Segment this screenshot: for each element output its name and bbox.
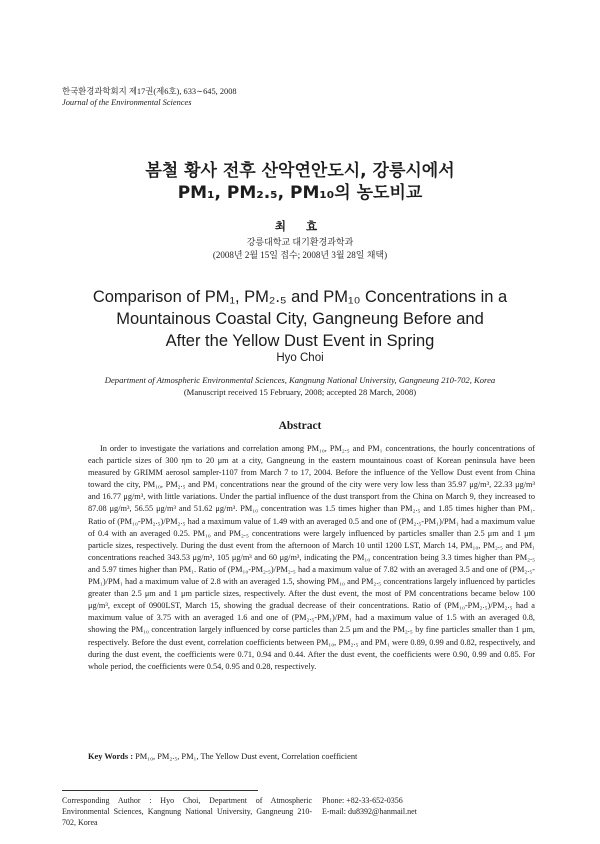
footnote-divider xyxy=(62,790,258,791)
korean-submission-dates: (2008년 2월 15일 접수; 2008년 3월 28일 채택) xyxy=(212,250,388,260)
journal-name: Journal of the Environmental Sciences xyxy=(62,98,192,107)
korean-affiliation-org: 강릉대학교 대기환경과학과 xyxy=(246,237,354,247)
contact-info xyxy=(322,795,522,817)
journal-citation: 한국환경과학회지 제17권(제6호), 633∼645, 2008 xyxy=(62,87,237,96)
english-title-line-3: After the Yellow Dust Event in Spring xyxy=(165,332,435,350)
korean-title-line-2: PM₁, PM₂.₅, PM₁₀의 농도비교 xyxy=(177,183,423,203)
keywords-label: Key Words : xyxy=(88,752,136,761)
english-author: Hyo Choi xyxy=(276,352,324,364)
corresponding-author: Corresponding Author : Hyo Choi, Department of Atmospheric Environmental Sciences, Kangnung National University, Gangneung 210-702, Korea xyxy=(62,796,312,827)
korean-title-line-1: 봄철 황사 전후 산악연안도시, 강릉시에서 xyxy=(145,161,455,181)
abstract-text: In order to investigate the variations and correlation among PM₁₀, PM₂.₅ and PM₁ concentrations, the hourly concentrations of each particle sizes of 300 ηm to 20 μm at a city, Gangneung in the eastern mountainous coast of Korean peninsula have been measured by GRIMM aerosol sampler-1107 from March 7 to 17, 2004. Before the influence of the Yellow Dust event from China toward the city, PM₁₀, PM₂.₅ and PM₁ concentrations near the ground of the city were very low less than 35.97 μg/m³, 22.33 μg/m³ and 16.77 μg/m³, with little variations. Under the partial influence of the dust transport from the China on March 9, they increased to 87.08 μg/m³, 56.55 μg/m³ and 51.62 μg/m³. PM₁₀ concentration was 1.5 times higher than PM₂.₅ and 1.85 times higher than PM₁. Ratio of (PM₁₀-PM₂.₅)/PM₂.₅ had a maximum value of 1.49 with an averaged 0.5 and one of (PM₂.₅-PM₁)/PM₁ had a maximum value of 0.4 with an averaged 0.25. PM₁₀ and PM₂.₅ concentrations were largely influenced by particles smaller than 2.5 μm and 1 μm particle sizes, respectively. During the dust event from the afternoon of March 10 until 1200 LST, March 14, PM₁₀, PM₂.₅ and PM₁ concentrations reached 343.53 μg/m³, 105 μg/m³ and 60 μg/m³, indicating the PM₁₀ concentration being 3.3 times higher than PM₂.₅ and 5.97 times higher than PM₁. Ratio of (PM₁₀-PM₂.₅)/PM₂.₅ had a maximum value of 7.82 with an averaged 3.5 and one of (PM₂.₅-PM₁)/PM₁ had a maximum value of 2.8 with an averaged 1.5, showing PM₁₀ and PM₂.₅ concentrations largely influenced by particles greater than 2.5 μm and 1 μm particle sizes, respectively. After the dust event, the most of PM concentrations became below 100 μg/m³, except of 0900LST, March 15, showing the gradual decrease of their concentrations. Ratio of (PM₁₀-PM₂.₅)/PM₂.₅ had a maximum value of 3.75 with an averaged 1.6 and one of (PM₂.₅-PM₁)/PM₁ had a maximum value of 1.5 with an averaged 0.8, showing the PM₁₀ concentration largely influenced by corse particles than 2.5 μm and the PM₂.₅ by fine particles smaller than 1 μm, respectively. Before the dust event, correlation coefficients between PM₁₀, PM₂.₅ and PM₁ were 0.89, 0.99 and 0.82, respectively, and during the dust event, the coefficients were 0.71, 0.94 and 0.44. After the dust event, the coefficients were 0.90, 0.99 and 0.85. For whole period, the coefficients were 0.54, 0.95 and 0.28, respectively. xyxy=(88,444,535,671)
english-title-line-2: Mountainous Coastal City, Gangneung Before and xyxy=(116,310,484,328)
contact-email: E-mail: du8392@hanmail.net xyxy=(322,807,417,816)
contact-phone: Phone: +82-33-652-0356 xyxy=(322,796,403,805)
english-title-line-1: Comparison of PM₁, PM₂.₅ and PM₁₀ Concentrations in a xyxy=(92,288,508,306)
keywords-value: PM₁₀, PM₂.₅, PM₁, The Yellow Dust event, Correlation coefficient xyxy=(135,752,358,761)
korean-author: 최 효 xyxy=(274,219,326,233)
department: Department of Atmospheric Environmental Sciences, Kangnung National University, Gangneung 210-702, Korea xyxy=(104,375,496,385)
korean-title xyxy=(0,160,600,204)
abstract-body xyxy=(88,443,535,673)
manuscript-dates: (Manuscript received 15 February, 2008; accepted 28 March, 2008) xyxy=(183,387,417,397)
english-affiliation xyxy=(0,374,600,398)
keywords xyxy=(88,752,535,761)
korean-affiliation xyxy=(0,236,600,262)
english-title xyxy=(0,286,600,352)
abstract-heading: Abstract xyxy=(278,420,322,432)
journal-header xyxy=(62,86,237,108)
